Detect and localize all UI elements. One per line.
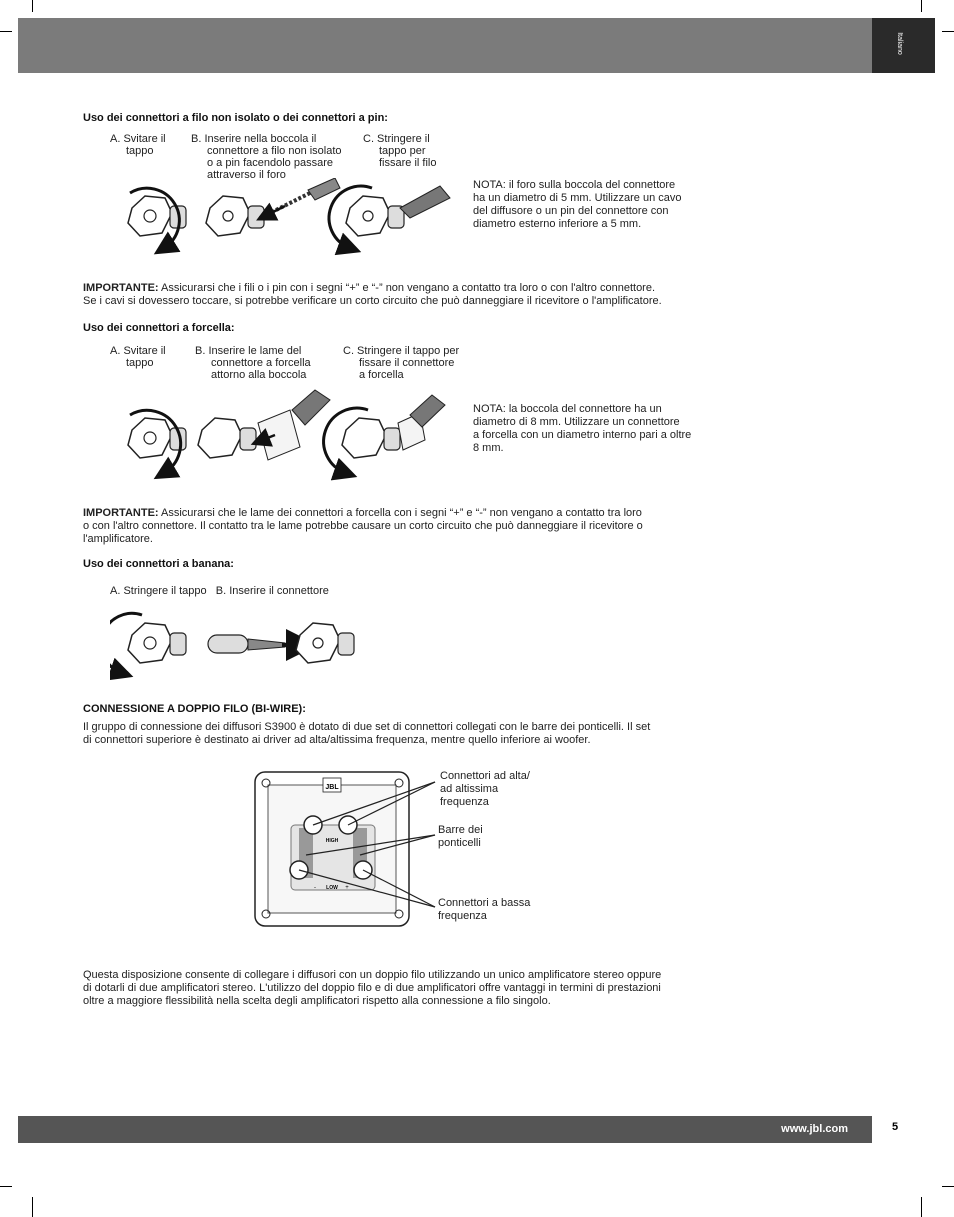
knob-tighten-icon bbox=[110, 613, 186, 673]
pin-step-c: C. Stringere il tappo per fissare il filo bbox=[363, 133, 437, 169]
knob-insert-wire-icon bbox=[206, 178, 340, 236]
panel-logo: JBL bbox=[325, 784, 339, 791]
footer-bar bbox=[18, 1116, 872, 1143]
spade-step-a: A. Svitare il tappo bbox=[110, 345, 166, 369]
pin-connector-illustration bbox=[110, 178, 455, 258]
panel-plus-label: + bbox=[345, 885, 349, 891]
important-note-1: IMPORTANTE: Assicurarsi che i fili o i pin con i segni “+” e “-” non vengano a contatto tra loro o con l'altro connettore. Se i cavi si dovessero toccare, si potrebbe verificare un corto circuito che può danneggiare il ricevitore o l'amplificatore. bbox=[83, 282, 662, 307]
spade-note: NOTA: la boccola del connettore ha un diametro di 8 mm. Utilizzare un connettore a forcella con un diametro interno pari a oltre 8 mm. bbox=[473, 403, 692, 454]
spade-connector-illustration bbox=[110, 385, 455, 485]
biwire-paragraph: Il gruppo di connessione dei diffusori S3900 è dotato di due set di connettori collegati con le barre dei ponticelli. Il set di connettori superiore è destinato ai driver ad alta/altissima frequenza, mentre quello inferiore ai woofer. bbox=[83, 721, 651, 746]
panel-minus-label: - bbox=[314, 885, 316, 891]
section-title-banana: Uso dei connettori a banana: bbox=[83, 558, 234, 570]
knob-unscrew-icon bbox=[128, 410, 186, 473]
footer-url-link[interactable]: www.jbl.com bbox=[781, 1123, 848, 1135]
important-note-2: IMPORTANTE: Assicurarsi che le lame dei connettori a forcella con i segni “+” e “-” non vengano a contatto tra loro o con l'altro connettore. Il contatto tra le lame potrebbe causare un corto circuito che può danneggiare il ricevitore o l'amplificatore. bbox=[83, 507, 643, 545]
section-title-pin: Uso dei connettori a filo non isolato o dei connettori a pin: bbox=[83, 112, 388, 124]
banana-connector-illustration bbox=[110, 605, 370, 685]
knob-tighten-icon bbox=[324, 395, 445, 473]
page-number: 5 bbox=[892, 1121, 899, 1133]
section-title-spade: Uso dei connettori a forcella: bbox=[83, 322, 235, 334]
pin-step-a: A. Svitare il tappo bbox=[110, 133, 166, 157]
panel-low-label: LOW bbox=[326, 885, 338, 891]
language-label: Italiano bbox=[896, 32, 904, 55]
biwire-title: CONNESSIONE A DOPPIO FILO (BI-WIRE): bbox=[83, 703, 306, 715]
spade-insert-icon bbox=[198, 390, 330, 460]
pin-note: NOTA: il foro sulla boccola del connettore ha un diametro di 5 mm. Utilizzare un cavo del diffusore o un pin del connettore con diametro esterno inferiore a 5 mm. bbox=[473, 179, 682, 230]
banana-plug-icon bbox=[208, 623, 354, 663]
knob-tighten-icon bbox=[329, 186, 450, 248]
spade-step-c: C. Stringere il tappo per fissare il connettore a forcella bbox=[343, 345, 460, 381]
pin-step-b: B. Inserire nella boccola il connettore a filo non isolato o a pin facendolo passare attraverso il foro bbox=[191, 133, 342, 181]
banana-steps: A. Stringere il tappo B. Inserire il connettore bbox=[110, 585, 329, 597]
callout-bars: Barre dei ponticelli bbox=[438, 824, 483, 849]
callout-leader-lines bbox=[253, 770, 443, 930]
callout-low: Connettori a bassa frequenza bbox=[438, 897, 531, 922]
panel-high-label: HIGH bbox=[325, 838, 339, 844]
knob-unscrew-icon bbox=[128, 188, 186, 248]
header-bar bbox=[18, 18, 872, 73]
language-tab bbox=[872, 18, 935, 73]
spade-step-b: B. Inserire le lame del connettore a forcella attorno alla boccola bbox=[195, 345, 311, 381]
closing-paragraph: Questa disposizione consente di collegare i diffusori con un doppio filo utilizzando un unico amplificatore stereo oppure di dotarli di due amplificatori stereo. L'utilizzo del doppio filo e di due amplificatori offre vantaggi in termini di prestazioni oltre a maggiore flessibilità nella scelta degli amplificatori rispetto alla connessione a filo singolo. bbox=[83, 969, 662, 1007]
callout-high: Connettori ad alta/ ad altissima frequenza bbox=[440, 770, 530, 808]
